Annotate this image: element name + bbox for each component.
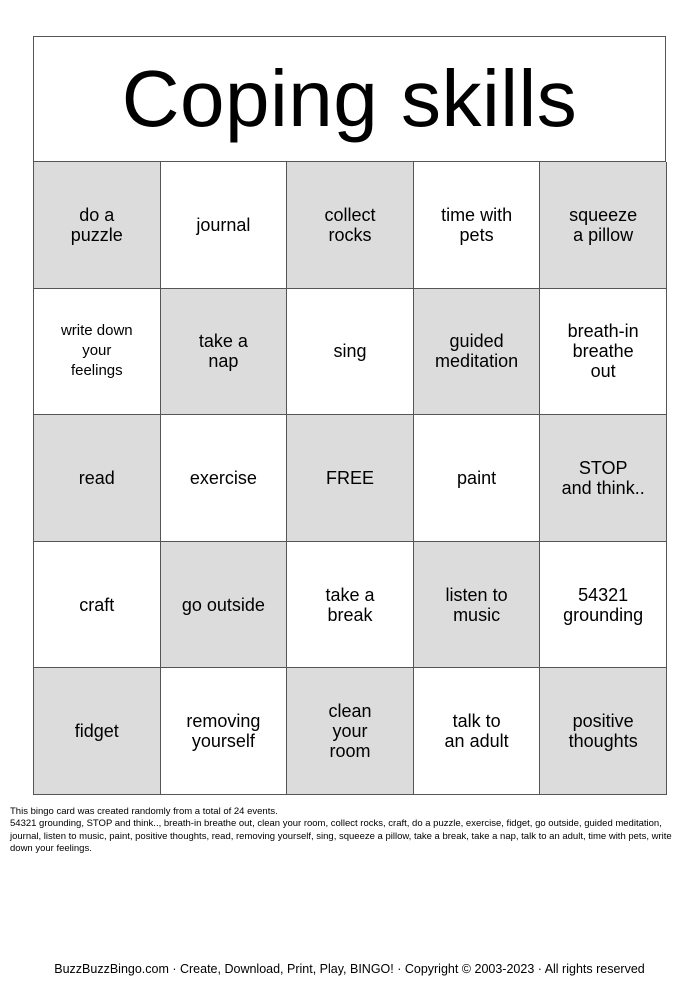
bingo-cell: read — [34, 415, 161, 542]
bingo-cell: exercise — [161, 415, 288, 542]
bingo-cell: fidget — [34, 668, 161, 795]
bingo-card — [33, 36, 666, 795]
bingo-cell: paint — [414, 415, 541, 542]
bingo-cell: collect rocks — [287, 162, 414, 289]
bingo-cell: squeeze a pillow — [540, 162, 667, 289]
bingo-cell: craft — [34, 542, 161, 669]
bingo-cell: do a puzzle — [34, 162, 161, 289]
bingo-cell: sing — [287, 289, 414, 416]
bingo-cell: write down your feelings — [34, 289, 161, 416]
page-footer: BuzzBuzzBingo.com · Create, Download, Print, Play, BINGO! · Copyright © 2003-2023 · All rights reserved — [54, 962, 645, 976]
bingo-cell-free: FREE — [287, 415, 414, 542]
bingo-cell: guided meditation — [414, 289, 541, 416]
bingo-cell: take a break — [287, 542, 414, 669]
bingo-cell: breath-in breathe out — [540, 289, 667, 416]
bingo-cell: go outside — [161, 542, 288, 669]
bingo-cell: time with pets — [414, 162, 541, 289]
bingo-cell: journal — [161, 162, 288, 289]
bingo-cell: 54321 grounding — [540, 542, 667, 669]
note-event-list: 54321 grounding, STOP and think.., breath-in breathe out, clean your room, collect rocks, craft, do a puzzle, exercise, fidget, go outside, guided meditation, journal, listen to music, paint, positive thoughts, read, removing yourself, sing, squeeze a pillow, take a break, take a nap, talk to an adult, time with pets, write down your feelings. — [10, 818, 672, 855]
bingo-cell: listen to music — [414, 542, 541, 669]
card-title: Coping skills — [33, 36, 666, 162]
bingo-cell: STOP and think.. — [540, 415, 667, 542]
note-summary: This bingo card was created randomly from a total of 24 events. — [10, 806, 278, 817]
card-note — [10, 806, 694, 856]
bingo-grid — [33, 162, 666, 795]
bingo-cell: take a nap — [161, 289, 288, 416]
bingo-cell: removing yourself — [161, 668, 288, 795]
bingo-cell: positive thoughts — [540, 668, 667, 795]
bingo-cell: clean your room — [287, 668, 414, 795]
bingo-cell: talk to an adult — [414, 668, 541, 795]
